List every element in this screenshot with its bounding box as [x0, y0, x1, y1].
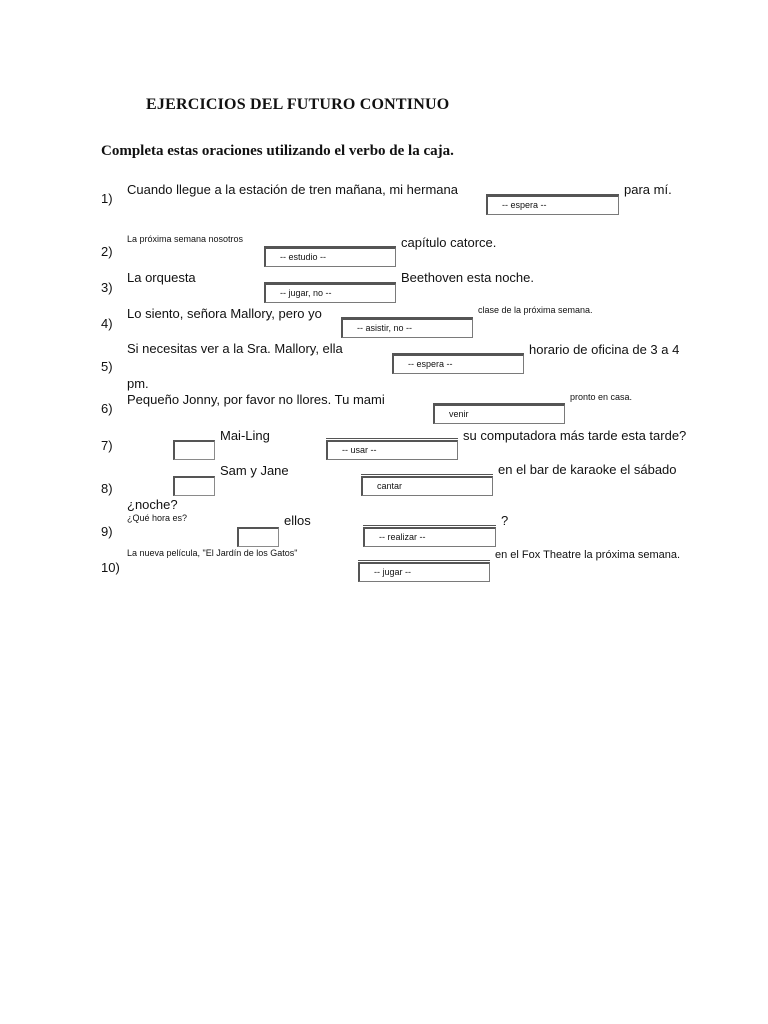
- exercise-number: 10): [101, 560, 120, 575]
- exercise-number: 6): [101, 401, 113, 416]
- sentence-text-after: pronto en casa.: [570, 392, 633, 402]
- subject-input[interactable]: [173, 476, 215, 496]
- sentence-text-before: ¿Qué hora es?: [127, 513, 188, 523]
- sentence-text-mid: ellos: [284, 513, 311, 528]
- sentence-text-after: Beethoven esta noche.: [401, 270, 534, 285]
- verb-select[interactable]: -- jugar --: [358, 562, 490, 582]
- sentence-text-before: Lo siento, señora Mallory, pero yo: [127, 306, 322, 321]
- subject-input[interactable]: [237, 527, 279, 547]
- exercise-number: 5): [101, 359, 113, 374]
- sentence-text-before: La nueva película, "El Jardín de los Gatos": [127, 548, 298, 558]
- page-title: EJERCICIOS DEL FUTURO CONTINUO: [146, 96, 450, 113]
- verb-select[interactable]: venir: [433, 404, 565, 424]
- verb-select[interactable]: -- espera --: [486, 195, 619, 215]
- sentence-text-before: Pequeño Jonny, por favor no llores. Tu mami: [127, 392, 385, 407]
- exercise-number: 8): [101, 481, 113, 496]
- exercise-number: 7): [101, 438, 113, 453]
- answer-line: [326, 438, 458, 439]
- sentence-text-after: para mí.: [624, 182, 672, 197]
- sentence-text-after: clase de la próxima semana.: [478, 305, 593, 315]
- sentence-text-after: en el bar de karaoke el sábado: [498, 462, 677, 477]
- answer-line: [363, 525, 496, 526]
- verb-select[interactable]: -- espera --: [392, 354, 524, 374]
- verb-select[interactable]: -- estudio --: [264, 247, 396, 267]
- sentence-text-after: horario de oficina de 3 a 4: [529, 342, 680, 357]
- instructions: Completa estas oraciones utilizando el verbo de la caja.: [101, 143, 454, 159]
- sentence-text-after: ?: [501, 513, 509, 528]
- subject-input[interactable]: [173, 440, 215, 460]
- exercise-number: 4): [101, 316, 113, 331]
- answer-line: [361, 474, 493, 475]
- verb-select[interactable]: -- realizar --: [363, 527, 496, 547]
- exercise-number: 9): [101, 524, 113, 539]
- sentence-text-continued: ¿noche?: [127, 497, 178, 512]
- sentence-text-after: su computadora más tarde esta tarde?: [463, 428, 687, 443]
- verb-select[interactable]: cantar: [361, 476, 493, 496]
- sentence-text-continued: pm.: [127, 376, 149, 391]
- exercise-number: 1): [101, 191, 113, 206]
- verb-select[interactable]: -- usar --: [326, 440, 458, 460]
- sentence-text-after: en el Fox Theatre la próxima semana.: [495, 549, 681, 561]
- verb-select[interactable]: -- asistir, no --: [341, 318, 473, 338]
- answer-line: [358, 560, 490, 561]
- sentence-text-after: capítulo catorce.: [401, 235, 497, 250]
- sentence-text-before: Si necesitas ver a la Sra. Mallory, ella: [127, 341, 343, 356]
- sentence-text-before: Mai-Ling: [220, 428, 270, 443]
- sentence-text-before: La próxima semana nosotros: [127, 234, 244, 244]
- sentence-text-before: Sam y Jane: [220, 463, 289, 478]
- exercise-number: 2): [101, 244, 113, 259]
- exercise-number: 3): [101, 280, 113, 295]
- verb-select[interactable]: -- jugar, no --: [264, 283, 396, 303]
- sentence-text-before: La orquesta: [127, 270, 196, 285]
- sentence-text-before: Cuando llegue a la estación de tren mañana, mi hermana: [127, 182, 458, 197]
